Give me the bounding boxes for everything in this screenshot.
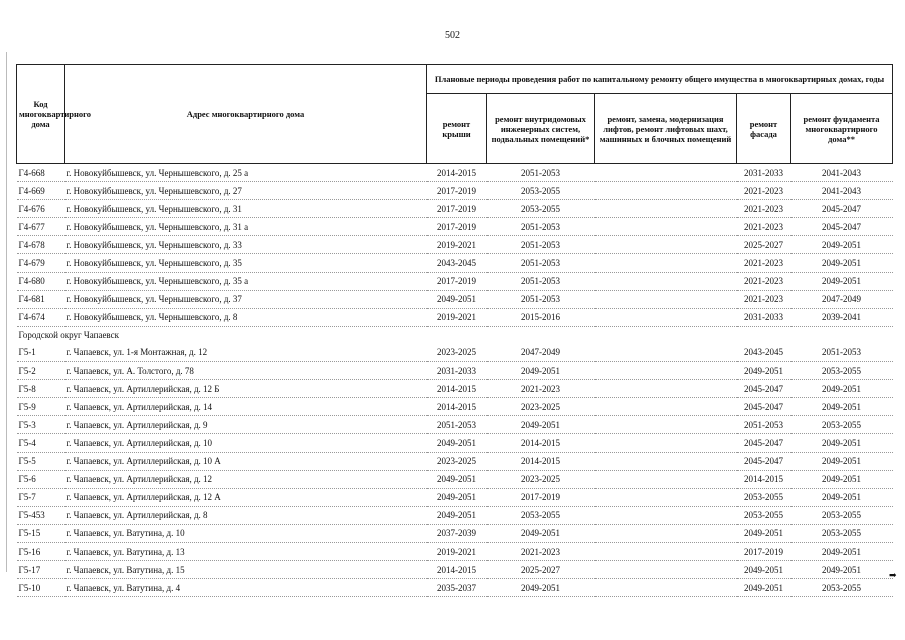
row-facade: 2043-2045 (737, 344, 791, 362)
row-foundation: 2045-2047 (791, 200, 893, 218)
row-systems: 2051-2053 (487, 236, 595, 254)
row-foundation: 2049-2051 (791, 542, 893, 560)
row-systems: 2051-2053 (487, 272, 595, 290)
table-row (17, 579, 893, 597)
table-row (17, 290, 893, 308)
row-facade: 2051-2053 (737, 416, 791, 434)
row-foundation: 2049-2051 (791, 398, 893, 416)
row-systems: 2023-2025 (487, 398, 595, 416)
row-systems: 2053-2055 (487, 200, 595, 218)
header-lifts: ремонт, замена, модернизация лифтов, ремонт лифтовых шахт, машинных и блочных помещений (595, 94, 737, 164)
rows-chapaevsk (17, 344, 893, 597)
row-lifts (595, 164, 737, 182)
row-facade: 2045-2047 (737, 398, 791, 416)
row-foundation: 2053-2055 (791, 362, 893, 380)
row-address: г. Чапаевск, ул. Артиллерийская, д. 10 А (65, 452, 427, 470)
row-foundation: 2049-2051 (791, 452, 893, 470)
row-facade: 2021-2023 (737, 290, 791, 308)
row-foundation: 2041-2043 (791, 182, 893, 200)
row-code: Г5-2 (17, 362, 65, 380)
row-lifts (595, 254, 737, 272)
row-facade: 2049-2051 (737, 579, 791, 597)
table-row (17, 362, 893, 380)
row-facade: 2031-2033 (737, 308, 791, 326)
row-roof: 2049-2051 (427, 290, 487, 308)
row-code: Г4-678 (17, 236, 65, 254)
row-facade: 2053-2055 (737, 488, 791, 506)
row-systems: 2047-2049 (487, 344, 595, 362)
repair-schedule-table (16, 64, 893, 597)
row-systems: 2014-2015 (487, 452, 595, 470)
row-foundation: 2053-2055 (791, 506, 893, 524)
row-code: Г5-17 (17, 561, 65, 579)
row-foundation: 2053-2055 (791, 579, 893, 597)
table-row (17, 434, 893, 452)
table-row (17, 488, 893, 506)
row-systems: 2049-2051 (487, 416, 595, 434)
row-facade: 2021-2023 (737, 254, 791, 272)
row-foundation: 2041-2043 (791, 164, 893, 182)
row-address: г. Чапаевск, ул. Артиллерийская, д. 12 (65, 470, 427, 488)
row-lifts (595, 434, 737, 452)
table-row (17, 164, 893, 182)
table-row (17, 272, 893, 290)
table-row (17, 200, 893, 218)
row-roof: 2014-2015 (427, 398, 487, 416)
row-code: Г4-681 (17, 290, 65, 308)
row-code: Г4-669 (17, 182, 65, 200)
table-row (17, 561, 893, 579)
row-facade: 2049-2051 (737, 524, 791, 542)
page-number: 502 (445, 30, 460, 41)
row-facade: 2021-2023 (737, 272, 791, 290)
row-foundation: 2039-2041 (791, 308, 893, 326)
row-address: г. Новокуйбышевск, ул. Чернышевского, д. 35 (65, 254, 427, 272)
row-roof: 2017-2019 (427, 200, 487, 218)
table-row (17, 218, 893, 236)
row-foundation: 2049-2051 (791, 488, 893, 506)
section-title: Городской округ Чапаевск (18, 330, 119, 341)
row-systems: 2021-2023 (487, 542, 595, 560)
row-address: г. Чапаевск, ул. 1-я Монтажная, д. 12 (65, 344, 427, 362)
row-code: Г5-453 (17, 506, 65, 524)
row-address: г. Чапаевск, ул. А. Толстого, д. 78 (65, 362, 427, 380)
row-systems: 2049-2051 (487, 524, 595, 542)
table-row (17, 254, 893, 272)
row-facade: 2045-2047 (737, 452, 791, 470)
row-address: г. Чапаевск, ул. Ватутина, д. 10 (65, 524, 427, 542)
row-foundation: 2053-2055 (791, 416, 893, 434)
row-facade: 2049-2051 (737, 561, 791, 579)
row-systems: 2053-2055 (487, 506, 595, 524)
row-foundation: 2053-2055 (791, 524, 893, 542)
row-systems: 2051-2053 (487, 254, 595, 272)
row-lifts (595, 380, 737, 398)
row-foundation: 2049-2051 (791, 561, 893, 579)
row-lifts (595, 344, 737, 362)
header-systems: ремонт внутридомовых инженерных систем, подвальных помещений* (487, 94, 595, 164)
row-address: г. Новокуйбышевск, ул. Чернышевского, д. 8 (65, 308, 427, 326)
row-address: г. Чапаевск, ул. Артиллерийская, д. 9 (65, 416, 427, 434)
row-code: Г4-679 (17, 254, 65, 272)
header-facade: ремонт фасада (737, 94, 791, 164)
row-roof: 2043-2045 (427, 254, 487, 272)
table-row (17, 452, 893, 470)
row-facade: 2053-2055 (737, 506, 791, 524)
row-roof: 2019-2021 (427, 308, 487, 326)
row-systems: 2014-2015 (487, 434, 595, 452)
row-facade: 2021-2023 (737, 182, 791, 200)
arrow-right-icon: ➡ (889, 570, 897, 580)
row-facade: 2049-2051 (737, 362, 791, 380)
row-roof: 2035-2037 (427, 579, 487, 597)
table-row (17, 380, 893, 398)
row-systems: 2051-2053 (487, 290, 595, 308)
row-foundation: 2049-2051 (791, 254, 893, 272)
row-lifts (595, 218, 737, 236)
header-foundation: ремонт фундамента многоквартирного дома** (791, 94, 893, 164)
row-facade: 2021-2023 (737, 218, 791, 236)
header-address: Адрес многоквартирного дома (65, 65, 427, 164)
row-systems: 2049-2051 (487, 579, 595, 597)
row-roof: 2017-2019 (427, 218, 487, 236)
row-foundation: 2049-2051 (791, 272, 893, 290)
row-systems: 2049-2051 (487, 362, 595, 380)
row-roof: 2023-2025 (427, 452, 487, 470)
row-address: г. Чапаевск, ул. Ватутина, д. 15 (65, 561, 427, 579)
row-code: Г5-9 (17, 398, 65, 416)
row-address: г. Новокуйбышевск, ул. Чернышевского, д. 31 а (65, 218, 427, 236)
header-periods-group: Плановые периоды проведения работ по капитальному ремонту общего имущества в многоквартирных домах, годы (427, 65, 893, 94)
row-roof: 2051-2053 (427, 416, 487, 434)
row-systems: 2053-2055 (487, 182, 595, 200)
row-address: г. Новокуйбышевск, ул. Чернышевского, д. 33 (65, 236, 427, 254)
table-row (17, 470, 893, 488)
row-foundation: 2049-2051 (791, 380, 893, 398)
row-lifts (595, 506, 737, 524)
table-row (17, 398, 893, 416)
row-roof: 2017-2019 (427, 182, 487, 200)
row-roof: 2031-2033 (427, 362, 487, 380)
row-code: Г4-680 (17, 272, 65, 290)
row-roof: 2014-2015 (427, 380, 487, 398)
rows-novokuybyshevsk (17, 164, 893, 327)
row-roof: 2049-2051 (427, 488, 487, 506)
row-code: Г5-6 (17, 470, 65, 488)
row-systems: 2051-2053 (487, 164, 595, 182)
row-code: Г5-15 (17, 524, 65, 542)
row-foundation: 2051-2053 (791, 344, 893, 362)
row-lifts (595, 308, 737, 326)
row-lifts (595, 524, 737, 542)
row-code: Г5-10 (17, 579, 65, 597)
row-facade: 2045-2047 (737, 380, 791, 398)
row-code: Г5-7 (17, 488, 65, 506)
row-lifts (595, 362, 737, 380)
row-facade: 2025-2027 (737, 236, 791, 254)
row-facade: 2021-2023 (737, 200, 791, 218)
row-lifts (595, 398, 737, 416)
row-systems: 2025-2027 (487, 561, 595, 579)
row-foundation: 2045-2047 (791, 218, 893, 236)
row-lifts (595, 470, 737, 488)
row-lifts (595, 542, 737, 560)
row-address: г. Новокуйбышевск, ул. Чернышевского, д. 25 а (65, 164, 427, 182)
row-lifts (595, 416, 737, 434)
row-roof: 2049-2051 (427, 434, 487, 452)
row-facade: 2017-2019 (737, 542, 791, 560)
row-facade: 2045-2047 (737, 434, 791, 452)
row-systems: 2015-2016 (487, 308, 595, 326)
row-code: Г4-677 (17, 218, 65, 236)
row-lifts (595, 200, 737, 218)
row-roof: 2049-2051 (427, 470, 487, 488)
row-lifts (595, 452, 737, 470)
row-roof: 2023-2025 (427, 344, 487, 362)
row-address: г. Чапаевск, ул. Ватутина, д. 4 (65, 579, 427, 597)
row-foundation: 2047-2049 (791, 290, 893, 308)
table-row (17, 542, 893, 560)
row-code: Г5-8 (17, 380, 65, 398)
row-lifts (595, 488, 737, 506)
table-row (17, 308, 893, 326)
row-systems: 2023-2025 (487, 470, 595, 488)
row-lifts (595, 182, 737, 200)
row-code: Г5-1 (17, 344, 65, 362)
header-code: Код многоквартирного дома (17, 65, 65, 164)
row-roof: 2014-2015 (427, 164, 487, 182)
row-systems: 2021-2023 (487, 380, 595, 398)
row-code: Г4-668 (17, 164, 65, 182)
row-code: Г5-3 (17, 416, 65, 434)
row-lifts (595, 561, 737, 579)
row-roof: 2019-2021 (427, 236, 487, 254)
row-facade: 2031-2033 (737, 164, 791, 182)
row-address: г. Чапаевск, ул. Артиллерийская, д. 12 А (65, 488, 427, 506)
table-row (17, 344, 893, 362)
row-code: Г5-4 (17, 434, 65, 452)
row-roof: 2017-2019 (427, 272, 487, 290)
row-address: г. Новокуйбышевск, ул. Чернышевского, д. 35 а (65, 272, 427, 290)
row-roof: 2019-2021 (427, 542, 487, 560)
row-code: Г5-16 (17, 542, 65, 560)
table-row (17, 524, 893, 542)
row-roof: 2014-2015 (427, 561, 487, 579)
margin-rule (6, 52, 7, 572)
row-address: г. Чапаевск, ул. Артиллерийская, д. 14 (65, 398, 427, 416)
row-lifts (595, 236, 737, 254)
table-row (17, 236, 893, 254)
table-row (17, 416, 893, 434)
row-lifts (595, 272, 737, 290)
row-lifts (595, 290, 737, 308)
row-code: Г4-676 (17, 200, 65, 218)
row-facade: 2014-2015 (737, 470, 791, 488)
table-row (17, 182, 893, 200)
row-code: Г5-5 (17, 452, 65, 470)
row-address: г. Чапаевск, ул. Ватутина, д. 13 (65, 542, 427, 560)
row-address: г. Чапаевск, ул. Артиллерийская, д. 10 (65, 434, 427, 452)
section-chapaevsk (17, 326, 893, 344)
row-code: Г4-674 (17, 308, 65, 326)
row-address: г. Чапаевск, ул. Артиллерийская, д. 8 (65, 506, 427, 524)
table-row (17, 506, 893, 524)
row-foundation: 2049-2051 (791, 434, 893, 452)
row-address: г. Новокуйбышевск, ул. Чернышевского, д. 37 (65, 290, 427, 308)
row-roof: 2037-2039 (427, 524, 487, 542)
header-roof: ремонт крыши (427, 94, 487, 164)
row-foundation: 2049-2051 (791, 470, 893, 488)
row-address: г. Новокуйбышевск, ул. Чернышевского, д. 31 (65, 200, 427, 218)
row-address: г. Новокуйбышевск, ул. Чернышевского, д. 27 (65, 182, 427, 200)
row-address: г. Чапаевск, ул. Артиллерийская, д. 12 Б (65, 380, 427, 398)
row-roof: 2049-2051 (427, 506, 487, 524)
row-systems: 2017-2019 (487, 488, 595, 506)
row-systems: 2051-2053 (487, 218, 595, 236)
row-lifts (595, 579, 737, 597)
row-foundation: 2049-2051 (791, 236, 893, 254)
